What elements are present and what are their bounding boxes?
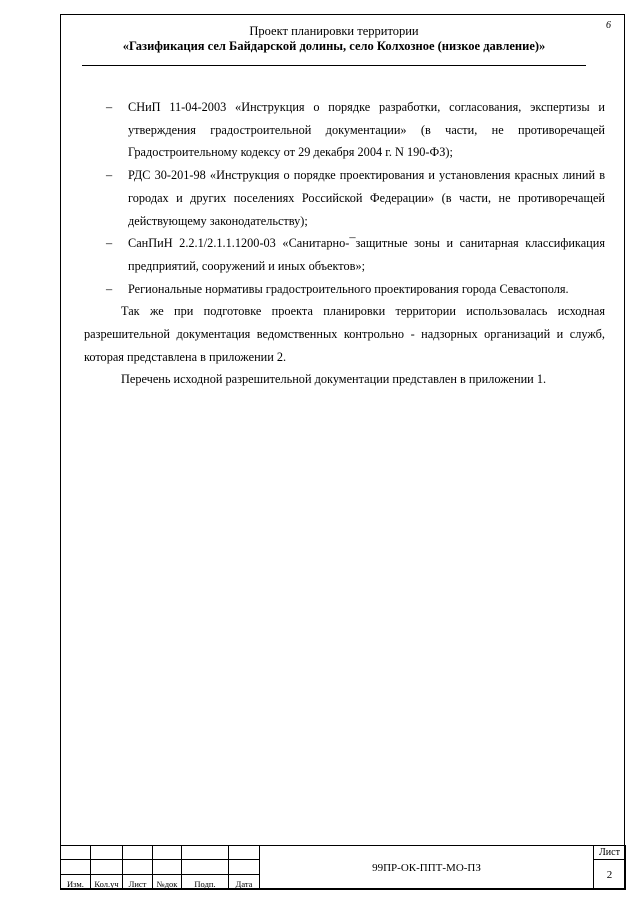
stamp-cell: [182, 860, 229, 875]
stamp-label-count: Кол.уч: [91, 875, 123, 890]
stamp-cell: [153, 846, 182, 860]
header-rule: [82, 65, 586, 66]
list-item: [84, 278, 605, 301]
stamp-label-change: Изм.: [61, 875, 91, 890]
document-code: 99ПР-ОК-ППТ-МО-ПЗ: [260, 846, 594, 890]
title-block: [60, 845, 626, 890]
stamp-cell: [123, 860, 153, 875]
stamp-label-docnum: №док: [153, 875, 182, 890]
sheet-number: 2: [594, 860, 626, 890]
stamp-cell: [91, 860, 123, 875]
document-body: [84, 96, 605, 391]
stamp-cell: [61, 846, 91, 860]
stamp-label-date: Дата: [229, 875, 260, 890]
list-item: [84, 232, 605, 277]
list-item: [84, 96, 605, 164]
document-header: [82, 24, 586, 54]
list-item-text: СНиП 11-04-2003 «Инструкция о порядке разработки, согласования, экспертизы и утверждения градостроительной документации» (в части, не противоречащей Градостроительному кодексу от 29 декабря 2004 г. N 190-ФЗ);: [128, 100, 605, 160]
list-dash: –: [106, 281, 113, 296]
list-dash: –: [106, 236, 113, 251]
list-dash: –: [106, 168, 113, 183]
list-item-text: СанПиН 2.2.1/2.1.1.1200-03 «Санитарно-¯защитные зоны и санитарная классификация предприятий, сооружений и иных объектов»;: [128, 236, 605, 273]
stamp-cell: [61, 860, 91, 875]
stamp-cell: [123, 846, 153, 860]
stamp-label-signature: Подп.: [182, 875, 229, 890]
list-item: [84, 164, 605, 232]
header-project-name: «Газификация сел Байдарской долины, село Колхозное (низкое давление)»: [122, 39, 546, 53]
stamp-cell: [153, 860, 182, 875]
body-paragraph: Так же при подготовке проекта планировки территории использовалась исходная разрешительной документация ведомственных контрольно - надзорных организаций и служб, которая представлена в приложении 2.: [84, 304, 605, 364]
stamp-cell: [182, 846, 229, 860]
list-item-text: Региональные нормативы градостроительного проектирования города Севастополя.: [128, 281, 569, 296]
sheet-label: Лист: [594, 846, 626, 860]
page-number: 6: [606, 20, 611, 31]
body-paragraph: Перечень исходной разрешительной документации представлен в приложении 1.: [121, 372, 547, 387]
stamp-cell: [229, 860, 260, 875]
list-dash: –: [106, 100, 113, 114]
stamp-cell: [229, 846, 260, 860]
list-item-text: РДС 30-201-98 «Инструкция о порядке проектирования и установления красных линий в городах и других поселениях Российской Федерации» (в части, не противоречащей действующему законодательству);: [128, 168, 605, 228]
stamp-cell: [91, 846, 123, 860]
header-title: Проект планировки территории: [249, 24, 419, 38]
stamp-label-sheet: Лист: [123, 875, 153, 890]
